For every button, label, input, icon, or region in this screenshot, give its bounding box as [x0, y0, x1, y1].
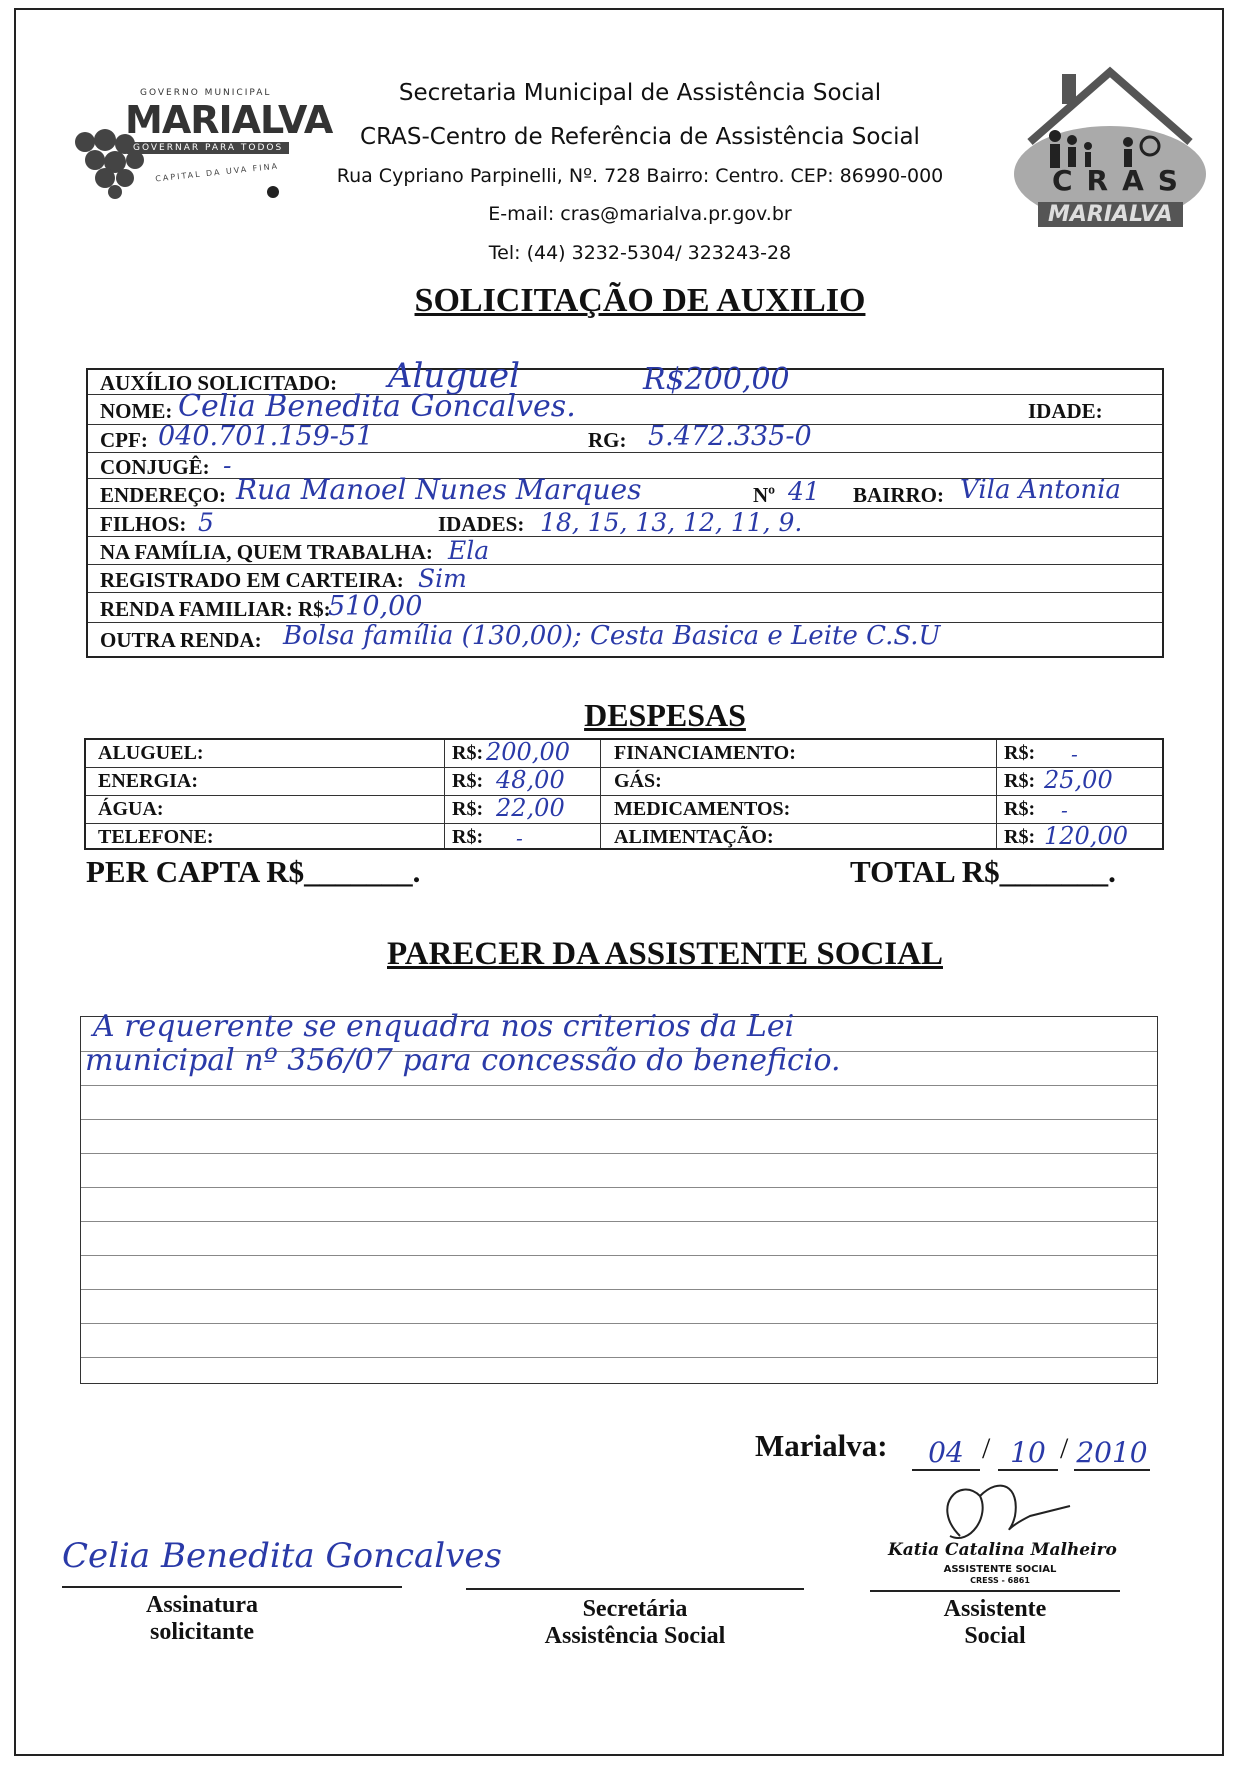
row-carteira [88, 565, 1162, 593]
currency-label: R$: [452, 826, 484, 848]
renda-label: RENDA FAMILIAR: R$: [100, 597, 331, 621]
stamp-name: Katia Catalina Malheiro [888, 1540, 1117, 1560]
filhos-label: FILHOS: [100, 512, 187, 536]
secretaria-label-1: Secretária [582, 1596, 688, 1622]
currency-label: R$: [452, 770, 484, 792]
despesas-table [84, 738, 1164, 850]
row-outra-renda [88, 623, 1162, 656]
despesa-label: ENERGIA: [98, 770, 199, 792]
numero-label: Nº [753, 483, 776, 507]
solicitante-label [62, 1592, 342, 1646]
logo-main-text: MARIALVA [125, 98, 333, 142]
date-separator: / [982, 1432, 991, 1465]
cras-logo-text: CRAS [1052, 164, 1192, 197]
ruled-line [81, 1221, 1157, 1256]
auxilio-value[interactable]: Aluguel [388, 356, 520, 396]
applicant-form [86, 356, 1164, 658]
despesa-row [86, 768, 1162, 796]
despesa-row [86, 824, 1162, 852]
assistente-label [870, 1596, 1120, 1650]
secretaria-label-2: Assistência Social [544, 1623, 726, 1649]
idades-value[interactable]: 18, 15, 13, 12, 11, 9. [540, 508, 803, 537]
ruled-line [81, 1323, 1157, 1358]
form-title: SOLICITAÇÃO DE AUXILIO [414, 282, 866, 319]
cpf-label: CPF: [100, 428, 148, 452]
despesa-label: MEDICAMENTOS: [614, 798, 791, 820]
currency-label: R$: [452, 798, 484, 820]
idades-label: IDADES: [438, 512, 525, 536]
conjuge-value[interactable]: - [223, 451, 232, 480]
stamp-cress: CRESS - 6861 [970, 1576, 1030, 1585]
header-line-3: Rua Cypriano Parpinelli, Nº. 728 Bairro: Centro. CEP: 86990-000 [336, 165, 944, 187]
header-line-4: E-mail: cras@marialva.pr.gov.br [488, 203, 792, 225]
signature-line [466, 1588, 804, 1590]
despesa-label: ALUGUEL: [98, 742, 204, 764]
trabalha-value[interactable]: Ela [448, 536, 490, 565]
despesa-label: ÁGUA: [98, 798, 164, 820]
despesa-label: ALIMENTAÇÃO: [614, 826, 774, 848]
header-line-5: Tel: (44) 3232-5304/ 323243-28 [488, 242, 792, 264]
logo-top-text: GOVERNO MUNICIPAL [140, 88, 272, 98]
ruled-line [81, 1255, 1157, 1290]
nome-label: NOME: [100, 399, 173, 423]
filhos-value[interactable]: 5 [198, 508, 214, 537]
despesa-value[interactable]: - [1061, 798, 1068, 822]
endereco-label: ENDEREÇO: [100, 483, 227, 507]
ruled-line [81, 1153, 1157, 1188]
solicitante-label-2: solicitante [150, 1619, 254, 1645]
date-month[interactable]: 10 [998, 1436, 1058, 1471]
despesa-label: FINANCIAMENTO: [614, 742, 796, 764]
despesa-value[interactable]: 200,00 [486, 738, 570, 766]
solicitante-signature: Celia Benedita Goncalves [62, 1536, 502, 1576]
row-cpf [88, 421, 1162, 453]
currency-label: R$: [1004, 798, 1036, 820]
row-endereco [88, 473, 1162, 509]
carteira-label: REGISTRADO EM CARTEIRA: [100, 568, 404, 592]
header-line-2: CRAS-Centro de Referência de Assistência Social [360, 124, 920, 150]
bairro-label: BAIRRO: [853, 483, 945, 507]
currency-label: R$: [1004, 826, 1036, 848]
currency-label: R$: [452, 742, 484, 764]
per-capta-field[interactable]: PER CAPTA R$_______. [86, 854, 421, 889]
trabalha-label: NA FAMÍLIA, QUEM TRABALHA: [100, 540, 433, 564]
secretaria-label [466, 1596, 804, 1650]
parecer-title: PARECER DA ASSISTENTE SOCIAL [387, 936, 943, 972]
ruled-line [81, 1085, 1157, 1120]
ruled-line [81, 1187, 1157, 1222]
stamp-title: ASSISTENTE SOCIAL [943, 1564, 1057, 1575]
signature-line [62, 1586, 402, 1588]
total-field[interactable]: TOTAL R$_______. [850, 854, 1116, 889]
date-year[interactable]: 2010 [1074, 1436, 1150, 1471]
parecer-box[interactable] [80, 1009, 1158, 1384]
signature-line [870, 1590, 1120, 1592]
currency-label: R$: [1004, 742, 1036, 764]
date-label: Marialva: [755, 1428, 888, 1463]
header-line-1: Secretaria Municipal de Assistência Social [398, 80, 882, 106]
row-filhos [88, 509, 1162, 537]
despesa-row [86, 740, 1162, 768]
ruled-line [81, 1289, 1157, 1324]
renda-value[interactable]: 510,00 [328, 591, 423, 622]
despesas-title: DESPESAS [584, 697, 746, 733]
endereco-value[interactable]: Rua Manoel Nunes Marques [236, 473, 642, 506]
cras-logo [1010, 62, 1210, 232]
auxilio-label: AUXÍLIO SOLICITADO: [100, 371, 338, 395]
numero-value[interactable]: 41 [788, 477, 820, 506]
outra-renda-label: OUTRA RENDA: [100, 628, 262, 652]
despesa-value[interactable]: 48,00 [496, 766, 565, 794]
cpf-value[interactable]: 040.701.159-51 [158, 421, 374, 452]
row-renda [88, 593, 1162, 623]
logo-tagline: GOVERNAR PARA TODOS [127, 142, 289, 154]
bairro-value[interactable]: Vila Antonia [960, 475, 1121, 505]
conjuge-label: CONJUGÊ: [100, 455, 210, 479]
currency-label: R$: [1004, 770, 1036, 792]
row-trabalha [88, 537, 1162, 565]
despesa-label: GÁS: [614, 770, 662, 792]
outra-renda-value[interactable]: Bolsa família (130,00); Cesta Basica e Leite C.S.U [283, 621, 941, 651]
solicitante-label-1: Assinatura [145, 1592, 259, 1618]
date-separator: / [1060, 1432, 1069, 1465]
rg-value[interactable]: 5.472.335-0 [648, 421, 812, 452]
date-day[interactable]: 04 [912, 1436, 980, 1471]
despesa-value[interactable]: - [1071, 742, 1078, 766]
parecer-line-1: A requerente se enquadra nos criterios da Lei [93, 1009, 795, 1044]
assistente-label-1: Assistente [943, 1596, 1047, 1622]
logo-bottom-text: CAPITAL DA UVA FINA [154, 161, 280, 184]
marialva-logo [55, 80, 333, 200]
auxilio-amount[interactable]: R$200,00 [643, 362, 790, 397]
despesa-value[interactable]: 25,00 [1044, 766, 1113, 794]
assistente-label-2: Social [964, 1623, 1026, 1649]
idade-label: IDADE: [1028, 399, 1103, 423]
despesa-value[interactable]: 120,00 [1044, 822, 1128, 850]
rg-label: RG: [588, 428, 627, 452]
nome-value[interactable]: Celia Benedita Goncalves. [178, 389, 576, 424]
despesa-value[interactable]: - [516, 826, 523, 850]
ruled-line [81, 1119, 1157, 1154]
parecer-line-2: municipal nº 356/07 para concessão do beneficio. [85, 1043, 841, 1078]
cras-logo-bottom: MARIALVA [1038, 202, 1183, 227]
carteira-value[interactable]: Sim [418, 564, 467, 593]
despesa-value[interactable]: 22,00 [496, 794, 565, 822]
despesa-label: TELEFONE: [98, 826, 214, 848]
despesa-row [86, 796, 1162, 824]
